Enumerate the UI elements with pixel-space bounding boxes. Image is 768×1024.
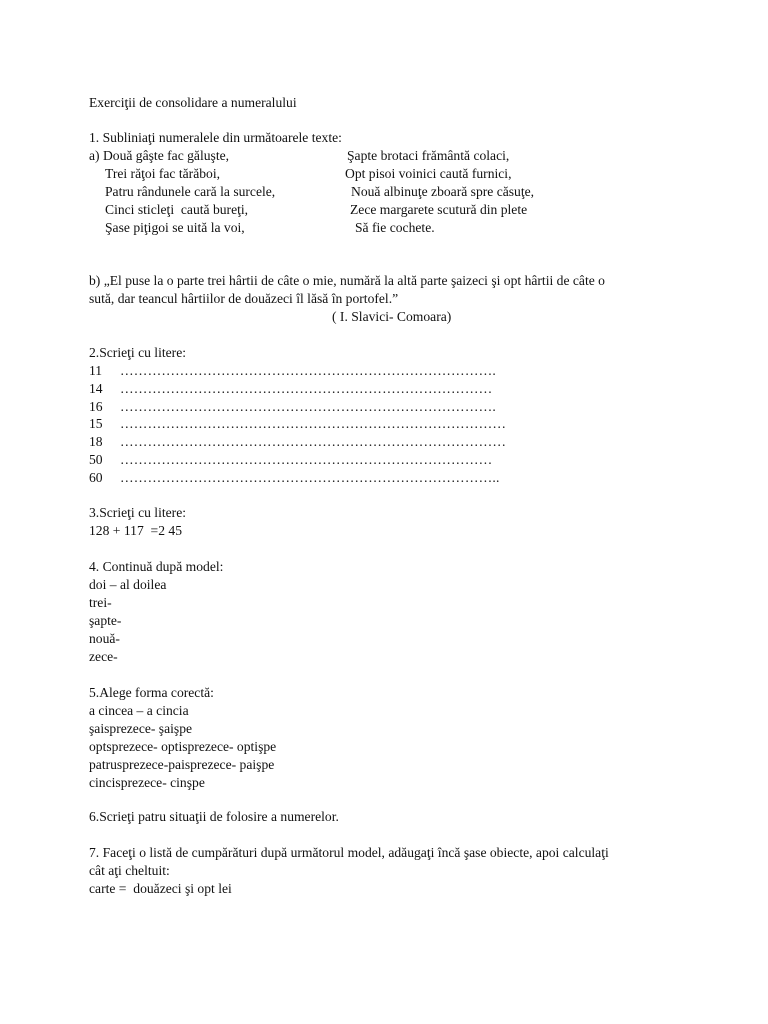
ex5-heading: 5.Alege forma corectă: — [89, 685, 214, 700]
ex4-line: trei- — [89, 595, 112, 610]
ex2-number: 15 — [89, 416, 103, 431]
poem-left-line-3: Patru rândunele cară la surcele, — [105, 184, 276, 199]
ex2-answer-line: ………………………………………………………………………… — [120, 434, 507, 449]
ex4-line: doi – al doilea — [89, 577, 167, 592]
ex7-example: carte = douăzeci şi opt lei — [89, 881, 232, 896]
poem-left-line-2: Trei răţoi fac tărăboi, — [105, 166, 221, 181]
ex2-answer-line: ……………………………………………………………………….. — [120, 470, 500, 485]
quote-line-2: sută, dar teancul hârtiilor de douăzeci îl lăsă în portofel.” — [89, 291, 399, 306]
ex5-line: şaisprezece- şaişpe — [89, 721, 193, 736]
ex5-line: a cincea – a cincia — [89, 703, 189, 718]
ex2-number: 18 — [89, 434, 103, 449]
poem-right-line-1: Şapte brotaci frământă colaci, — [347, 148, 510, 163]
ex5-line: patrusprezece-paisprezece- paişpe — [89, 757, 275, 772]
ex6-heading: 6.Scrieţi patru situaţii de folosire a numerelor. — [89, 809, 339, 824]
quote-line-1: b) „El puse la o parte trei hârtii de câte o mie, numără la altă parte şaizeci şi opt hârtii de câte o — [89, 273, 605, 288]
ex4-line: nouă- — [89, 631, 120, 646]
ex5-line: optsprezece- optisprezece- optişpe — [89, 739, 277, 754]
ex4-line: zece- — [89, 649, 118, 664]
ex5-line: cincisprezece- cinşpe — [89, 775, 205, 790]
ex2-number: 16 — [89, 399, 103, 414]
quote-source: ( I. Slavici- Comoara) — [332, 309, 452, 324]
poem-right-line-4: Zece margarete scutură din plete — [350, 202, 528, 217]
poem-right-line-5: Să fie cochete. — [355, 220, 435, 235]
poem-left-line-4: Cinci sticleţi caută bureţi, — [105, 202, 249, 217]
document-title: Exerciţii de consolidare a numeralului — [89, 95, 297, 110]
ex2-answer-line: ……………………………………………………………………… — [120, 381, 493, 396]
ex2-answer-line: ……………………………………………………………………… — [120, 452, 493, 467]
ex2-number: 50 — [89, 452, 103, 467]
poem-left-line-1: a) Două gâşte fac găluşte, — [89, 148, 230, 163]
ex2-heading: 2.Scrieţi cu litere: — [89, 345, 187, 360]
ex2-number: 14 — [89, 381, 103, 396]
ex1-heading: 1. Subliniaţi numeralele din următoarele texte: — [89, 130, 342, 145]
ex3-expression: 128 + 117 =2 45 — [89, 523, 182, 538]
ex2-answer-line: ………………………………………………………………………. — [120, 399, 497, 414]
poem-right-line-3: Nouă albinuţe zboară spre căsuţe, — [351, 184, 535, 199]
ex2-answer-line: ………………………………………………………………………… — [120, 416, 507, 431]
poem-right-line-2: Opt pisoi voinici caută furnici, — [345, 166, 512, 181]
ex4-line: şapte- — [89, 613, 122, 628]
ex2-number: 11 — [89, 363, 103, 378]
ex2-number: 60 — [89, 470, 103, 485]
poem-left-line-5: Şase piţigoi se uită la voi, — [105, 220, 245, 235]
ex4-heading: 4. Continuă după model: — [89, 559, 224, 574]
ex7-line-1: 7. Faceţi o listă de cumpărături după următorul model, adăugaţi încă şase obiecte, apoi calculaţi — [89, 845, 609, 860]
ex3-heading: 3.Scrieţi cu litere: — [89, 505, 187, 520]
ex7-line-2: cât aţi cheltuit: — [89, 863, 170, 878]
ex2-answer-line: ………………………………………………………………………. — [120, 363, 497, 378]
